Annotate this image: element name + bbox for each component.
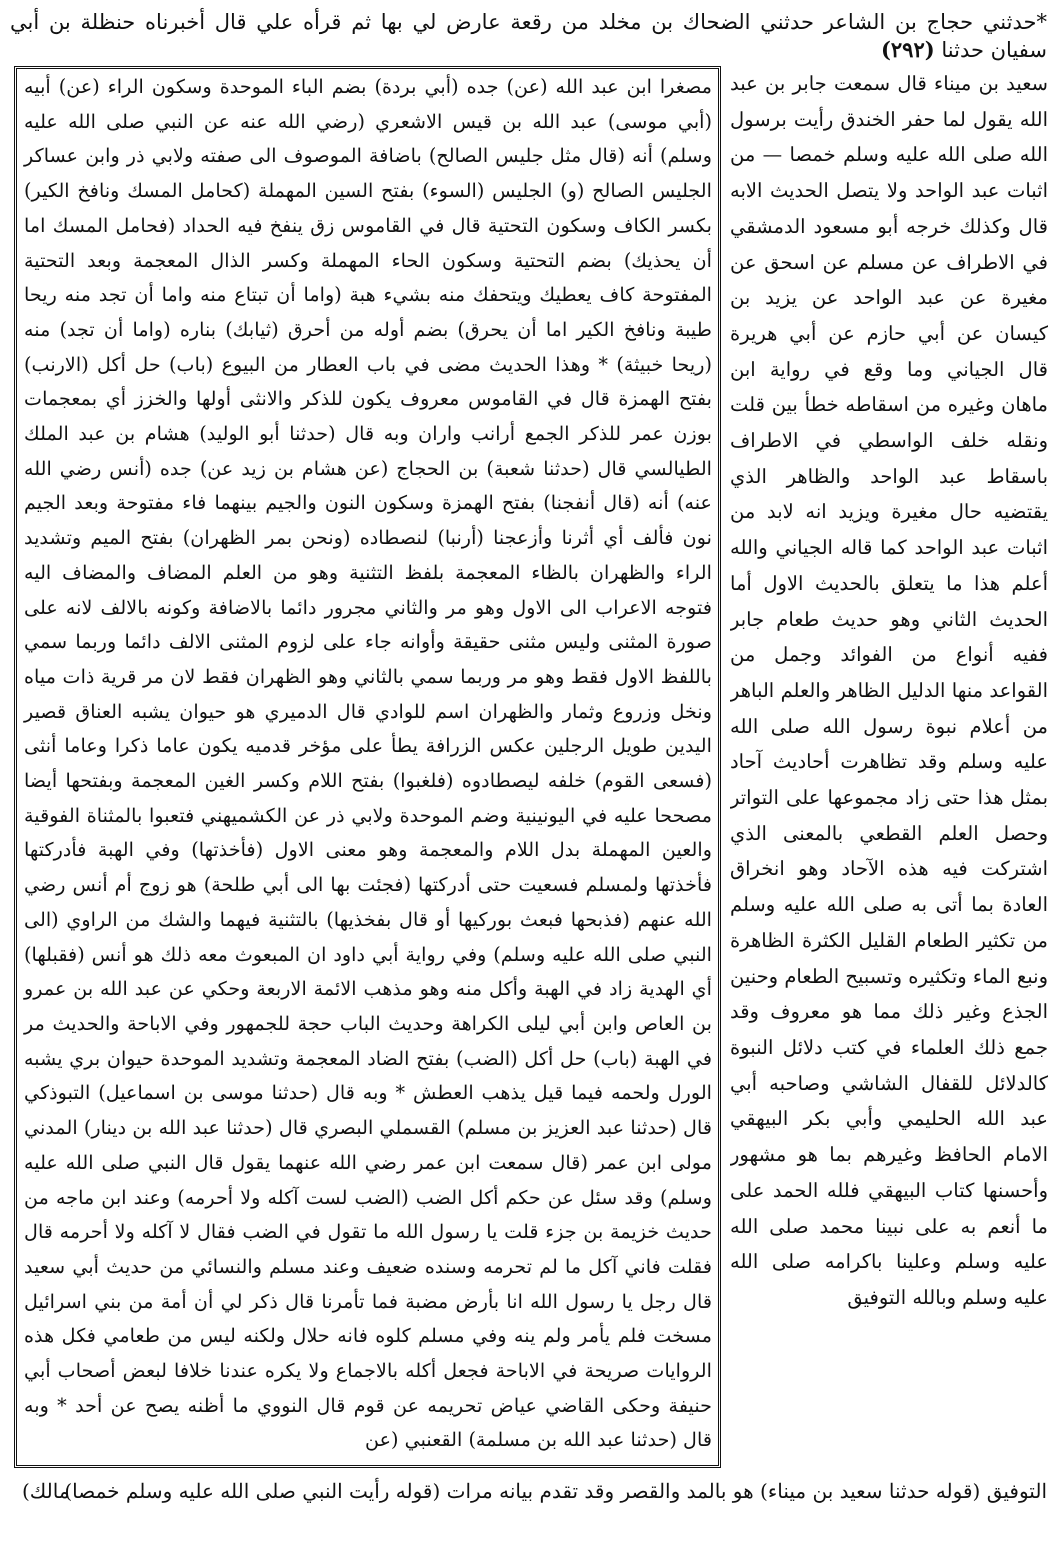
side-column [730,66,1048,1470]
page-footer [14,1473,1047,1513]
header-text: *حدثني حجاج بن الشاعر حدثني الضحاك بن مخلد من رقعة عارض لي بها ثم قرأه علي قال أخبرناه حنظلة بن أبي سفيان حدثنا [10,10,1047,62]
page-header [10,8,1047,64]
main-column-text: مصغرا ابن عبد الله (عن) جده (أبي بردة) بضم الباء الموحدة وسكون الراء (عن) أبيه (أبي موسى) عبد الله بن قيس الاشعري (رضي الله عنه عن النبي صلى الله عليه وسلم) أنه (قال مثل جليس الصالح) باضافة الموصوف الى صفته ولابي ذر وابن عساكر الجليس الصالح (و) الجليس (السوء) بفتح السين المهملة (كحامل المسك ونافخ الكير) بكسر الكاف وسكون التحتية قال في القاموس زق ينفخ فيه الحداد (فحامل المسك اما أن يحذيك) بضم التحتية وسكون الحاء المهملة وكسر الذال المعجمة وبعد التحتية المفتوحة كاف يعطيك ويتحفك منه بشيء هبة (واما أن تبتاع منه واما أن تجد منه ريحا طيبة ونافخ الكير اما أن يحرق) بضم أوله من أحرق (ثيابك) بناره (واما أن تجد) منه (ريحا خبيثة) * وهذا الحديث مضى في باب العطار من البيوع (باب) حل أكل (الارنب) بفتح الهمزة قال في القاموس معروف يكون للذكر والانثى أولها والخزز أي بمعجمات بوزن عمر للذكر الجمع أرانب واران وبه قال (حدثنا أبو الوليد) هشام بن عبد الملك الطيالسي قال (حدثنا شعبة) بن الحجاج (عن هشام بن زيد عن) جده (أنس رضي الله عنه) أنه (قال أنفجنا) بفتح الهمزة وسكون النون والجيم بينهما فاء مفتوحة وبعد الجيم نون فألف أي أثرنا وأزعجنا (أرنبا) لنصطاده (ونحن بمر الظهران) بفتح الميم وتشديد الراء والظهران بالظاء المعجمة بلفظ التثنية وهو من العلم المضاف والمضاف اليه فتوجه الاعراب الى الاول وهو مر والثاني مجرور دائما بالاضافة وكونه بالالف لانه على صورة المثنى وليس مثنى حقيقة وأوانه جاء على لزوم المثنى الالف دائما وربما سمي باللفظ الاول فقط وهو مر وربما سمي بالثاني وهو الظهران فقط لان مر قرية ذات مياه ونخل وزروع وثمار والظهران اسم للوادي قال الدميري هو حيوان يشبه العناق قصير اليدين طويل الرجلين عكس الزرافة يطأ على مؤخر قدميه يكون عاما ذكرا وعاما أنثى (فسعى القوم) خلفه ليصطادوه (فلغبوا) بفتح اللام وكسر الغين المعجمة وبفتحها أيضا مصححا عليه في اليونينية وضم الموحدة ولابي ذر عن الكشميهني فتعبوا بالمثناة الفوقية والعين المهملة بدل اللام والمعجمة وهو معنى الاول (فأخذتها) وفي الهبة فأدركتها فأخذتها ولمسلم فسعيت حتى أدركتها (فجئت بها الى أبي طلحة) هو زوج أم أنس رضي الله عنهم (فذبحها فبعث بوركيها أو قال بفخذيها) بالتثنية فيهما والشك من الراوي (الى النبي صلى الله عليه وسلم) وفي رواية أبي داود ان المبعوث معه ذلك هو أنس (فقبلها) أي الهدية زاد في الهبة وأكل منه وهو مذهب الائمة الاربعة وحكي عن عبد الله بن عمرو بن العاص وابن أبي ليلى الكراهة وحديث الباب حجة للجمهور وفي الاباحة والحديث مر في الهبة (باب) حل أكل (الضب) بفتح الضاد المعجمة وتشديد الموحدة حيوان بري يشبه الورل ولحمه فيما قيل يذهب العطش * وبه قال (حدثنا موسى بن اسماعيل) التبوذكي قال (حدثنا عبد العزيز بن مسلم) القسملي البصري قال (حدثنا عبد الله بن دينار) المدني مولى ابن عمر (قال سمعت ابن عمر رضي الله عنهما يقول قال النبي صلى الله عليه وسلم) وقد سئل عن حكم أكل الضب (الضب لست آكله ولا أحرمه) وعند ابن ماجه من حديث خزيمة بن جزء قلت يا رسول الله ما تقول في الضب فقال لا آكله ولا أحرمه قال فقلت فاني آكل ما لم تحرمه وسنده ضعيف وعند مسلم والنسائي من حديث أبي سعيد قال رجل يا رسول الله انا بأرض مضبة فما تأمرنا قال ذكر لي أن أمة من بني اسرائيل مسخت فلم يأمر ولم ينه وفي مسلم كلوه فانه حلال ولكنه ليس من طعامي فكل هذه الروايات صريحة في الاباحة فجعل أكله بالاجماع ولا يكره عندنا خلافا لبعض أصحاب أبي حنيفة وحكى القاضي عياض تحريمه عن قوم قال النووي ما أظنه يصح عن أحد * وبه قال (حدثنا عبد الله بن مسلمة) القعنبي (عن [24,75,712,1452]
footer-text: التوفيق (قوله حدثنا سعيد بن ميناء) هو بالمد والقصر وقد تقدم بيانه مرات (قوله رأيت النبي صلى الله عليه وسلم خمصا) [64,1479,1047,1503]
main-column [22,70,714,1464]
page-number: (٢٩٢) [880,37,935,62]
side-column-text: سعيد بن ميناء قال سمعت جابر بن عبد الله يقول لما حفر الخندق رأيت برسول الله صلى الله عليه وسلم خمصا — من اثبات عبد الواحد ولا يتصل الحديث الابه قال وكذلك خرجه أبو مسعود الدمشقي في الاطراف عن مسلم عن اسحق عن مغيرة عن عبد الواحد عن يزيد بن كيسان عن أبي حازم عن أبي هريرة قال الجياني وما وقع في رواية ابن ماهان وغيره من اسقاطه خطأ بين قلت ونقله خلف الواسطي في الاطراف باسقاط عبد الواحد والظاهر الذي يقتضيه حال مغيرة ويزيد انه لابد من اثبات عبد الواحد كما قاله الجياني والله أعلم هذا ما يتعلق بالحديث الاول أما الحديث الثاني وهو حديث طعام جابر ففيه أنواع من الفوائد وجمل من القواعد منها الدليل الظاهر والعلم الباهر من أعلام نبوة رسول الله صلى الله عليه وسلم وقد تظاهرت أحاديث آحاد بمثل هذا حتى زاد مجموعها على التواتر وحصل العلم القطعي بالمعنى الذي اشتركت فيه هذه الآحاد وهو انخراق العادة بما أتى به صلى الله عليه وسلم من تكثير الطعام القليل الكثرة الظاهرة ونبع الماء وتكثيره وتسبيح الطعام وحنين الجذع وغير ذلك مما هو معروف وقد جمع ذلك العلماء في كتب دلائل النبوة كالدلائل للقفال الشاشي وصاحبه أبي عبد الله الحليمي وأبي بكر البيهقي الامام الحافظ وغيرهم بما هو مشهور وأحسنها كتاب البيهقي فلله الحمد على ما أنعم به على نبينا محمد صلى الله عليه وسلم وعلينا باكرامه صلى الله عليه وسلم وبالله التوفيق [730,72,1048,1309]
footer-tail: مالك) [22,1479,70,1503]
